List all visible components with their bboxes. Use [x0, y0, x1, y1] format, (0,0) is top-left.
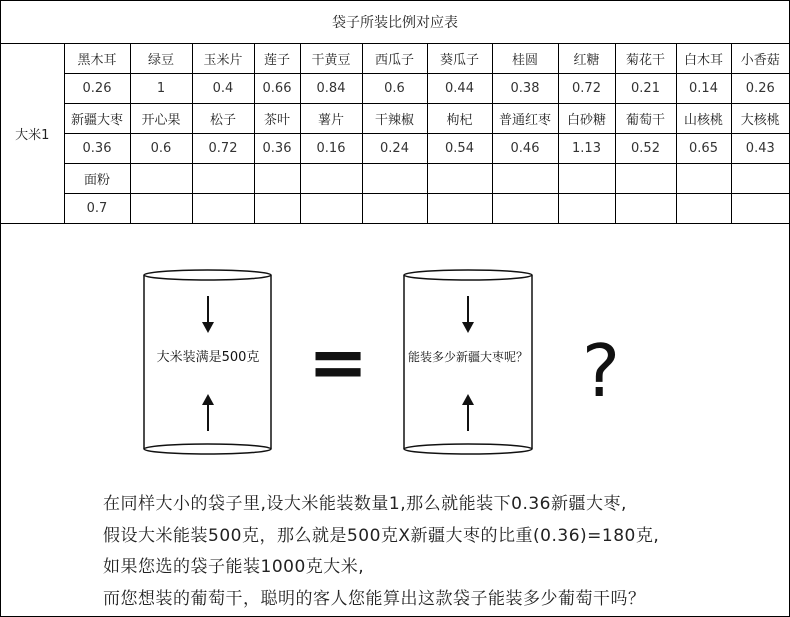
ratio-table: [1, 1, 789, 224]
ingredient-name-cell: [427, 164, 492, 194]
ratio-value-cell: 0.72: [192, 134, 254, 164]
ingredient-name-cell: 白砂糖: [558, 104, 615, 134]
ratio-value-cell: 0.65: [676, 134, 731, 164]
ratio-value-cell: 0.14: [676, 74, 731, 104]
ratio-value-cell: 0.6: [362, 74, 427, 104]
question-mark: ?: [581, 329, 621, 413]
ratio-value-cell: 0.46: [492, 134, 558, 164]
ingredient-name-cell: 黑木耳: [64, 44, 130, 74]
ingredient-name-cell: 干辣椒: [362, 104, 427, 134]
explanation-line-4: 而您想装的葡萄干，聪明的客人您能算出这款袋子能装多少葡萄干吗？: [103, 589, 646, 609]
ingredient-name-cell: [676, 164, 731, 194]
table-title-row: [1, 1, 789, 44]
ingredient-name-cell: 菊花干: [615, 44, 676, 74]
ratio-value-cell: 0.36: [254, 134, 300, 164]
explanation-line-1: 在同样大小的袋子里,设大米能装数量1,那么就能装下0.36新疆大枣,: [103, 494, 627, 514]
ratio-value-cell: [300, 194, 362, 224]
ratio-value-cell: 1: [130, 74, 192, 104]
up-arrow-icon: [202, 394, 214, 431]
ingredient-name-cell: [300, 164, 362, 194]
ingredient-name-cell: 普通红枣: [492, 104, 558, 134]
ingredient-name-cell: 红糖: [558, 44, 615, 74]
ingredient-name-cell: [362, 164, 427, 194]
ingredient-name-cell: 葵瓜子: [427, 44, 492, 74]
rice-baseline-label: 大米1: [1, 44, 64, 224]
ratio-value-cell: 0.44: [427, 74, 492, 104]
equals-sign: =: [307, 320, 369, 404]
ratio-value-cell: 0.4: [192, 74, 254, 104]
ratio-value-cell: 0.21: [615, 74, 676, 104]
ingredient-name-cell: 葡萄干: [615, 104, 676, 134]
ratio-value-cell: [492, 194, 558, 224]
down-arrow-icon: [202, 296, 214, 333]
ingredient-name-cell: 山核桃: [676, 104, 731, 134]
right-bag-label: 能装多少新疆大枣呢？: [407, 350, 529, 364]
ingredient-name-cell: 松子: [192, 104, 254, 134]
explanation-line-2: 假设大米能装500克，那么就是500克X新疆大枣的比重(0.36)=180克,: [103, 526, 660, 546]
ratio-value-cell: 0.16: [300, 134, 362, 164]
ratio-value-cell: [676, 194, 731, 224]
ratio-value-cell: 0.7: [64, 194, 130, 224]
ratio-value-cell: 0.52: [615, 134, 676, 164]
ingredient-name-cell: [192, 164, 254, 194]
ratio-value-cell: 0.66: [254, 74, 300, 104]
ratio-value-cell: [558, 194, 615, 224]
ingredient-name-cell: 干黄豆: [300, 44, 362, 74]
ratio-value-cell: 0.26: [64, 74, 130, 104]
ratio-value-cell: [130, 194, 192, 224]
ratio-value-cell: 0.43: [731, 134, 789, 164]
ingredient-name-cell: 绿豆: [130, 44, 192, 74]
ingredient-name-cell: [254, 164, 300, 194]
ratio-value-cell: 0.26: [731, 74, 789, 104]
ratio-value-cell: [427, 194, 492, 224]
ingredient-name-cell: 茶叶: [254, 104, 300, 134]
ingredient-name-cell: 西瓜子: [362, 44, 427, 74]
ratio-value-cell: 0.38: [492, 74, 558, 104]
ratio-value-cell: 0.54: [427, 134, 492, 164]
ingredient-name-row: [1, 164, 789, 194]
ratio-value-cell: [731, 194, 789, 224]
ingredient-name-cell: [615, 164, 676, 194]
ratio-value-cell: [192, 194, 254, 224]
table-title: 袋子所装比例对应表: [1, 1, 789, 44]
ingredient-name-cell: [731, 164, 789, 194]
ingredient-name-cell: 白木耳: [676, 44, 731, 74]
ingredient-name-cell: 开心果: [130, 104, 192, 134]
ratio-value-cell: 0.24: [362, 134, 427, 164]
ingredient-name-cell: 枸杞: [427, 104, 492, 134]
ingredient-name-cell: 面粉: [64, 164, 130, 194]
ingredient-name-cell: 玉米片: [192, 44, 254, 74]
up-arrow-icon: [462, 394, 474, 431]
ratio-value-cell: 0.72: [558, 74, 615, 104]
ingredient-name-cell: 莲子: [254, 44, 300, 74]
ratio-value-cell: 1.13: [558, 134, 615, 164]
explanation-line-3: 如果您选的袋子能装1000克大米,: [103, 557, 365, 577]
ratio-value-cell: 0.36: [64, 134, 130, 164]
ratio-value-cell: 0.84: [300, 74, 362, 104]
down-arrow-icon: [462, 296, 474, 333]
ingredient-name-cell: 小香菇: [731, 44, 789, 74]
ingredient-name-cell: 薯片: [300, 104, 362, 134]
ratio-value-row: [1, 194, 789, 224]
ingredient-name-cell: 大核桃: [731, 104, 789, 134]
ingredient-name-cell: 桂圆: [492, 44, 558, 74]
ratio-value-cell: 0.6: [130, 134, 192, 164]
left-bag-label: 大米装满是500克: [156, 350, 260, 365]
ingredient-name-row: [1, 44, 789, 74]
ingredient-name-cell: [130, 164, 192, 194]
ingredient-name-cell: 新疆大枣: [64, 104, 130, 134]
ratio-value-cell: [362, 194, 427, 224]
ingredient-name-row: [1, 104, 789, 134]
ingredient-name-cell: [492, 164, 558, 194]
ratio-value-row: [1, 74, 789, 104]
ratio-value-cell: [254, 194, 300, 224]
ingredient-name-cell: [558, 164, 615, 194]
ratio-value-cell: [615, 194, 676, 224]
ratio-value-row: [1, 134, 789, 164]
